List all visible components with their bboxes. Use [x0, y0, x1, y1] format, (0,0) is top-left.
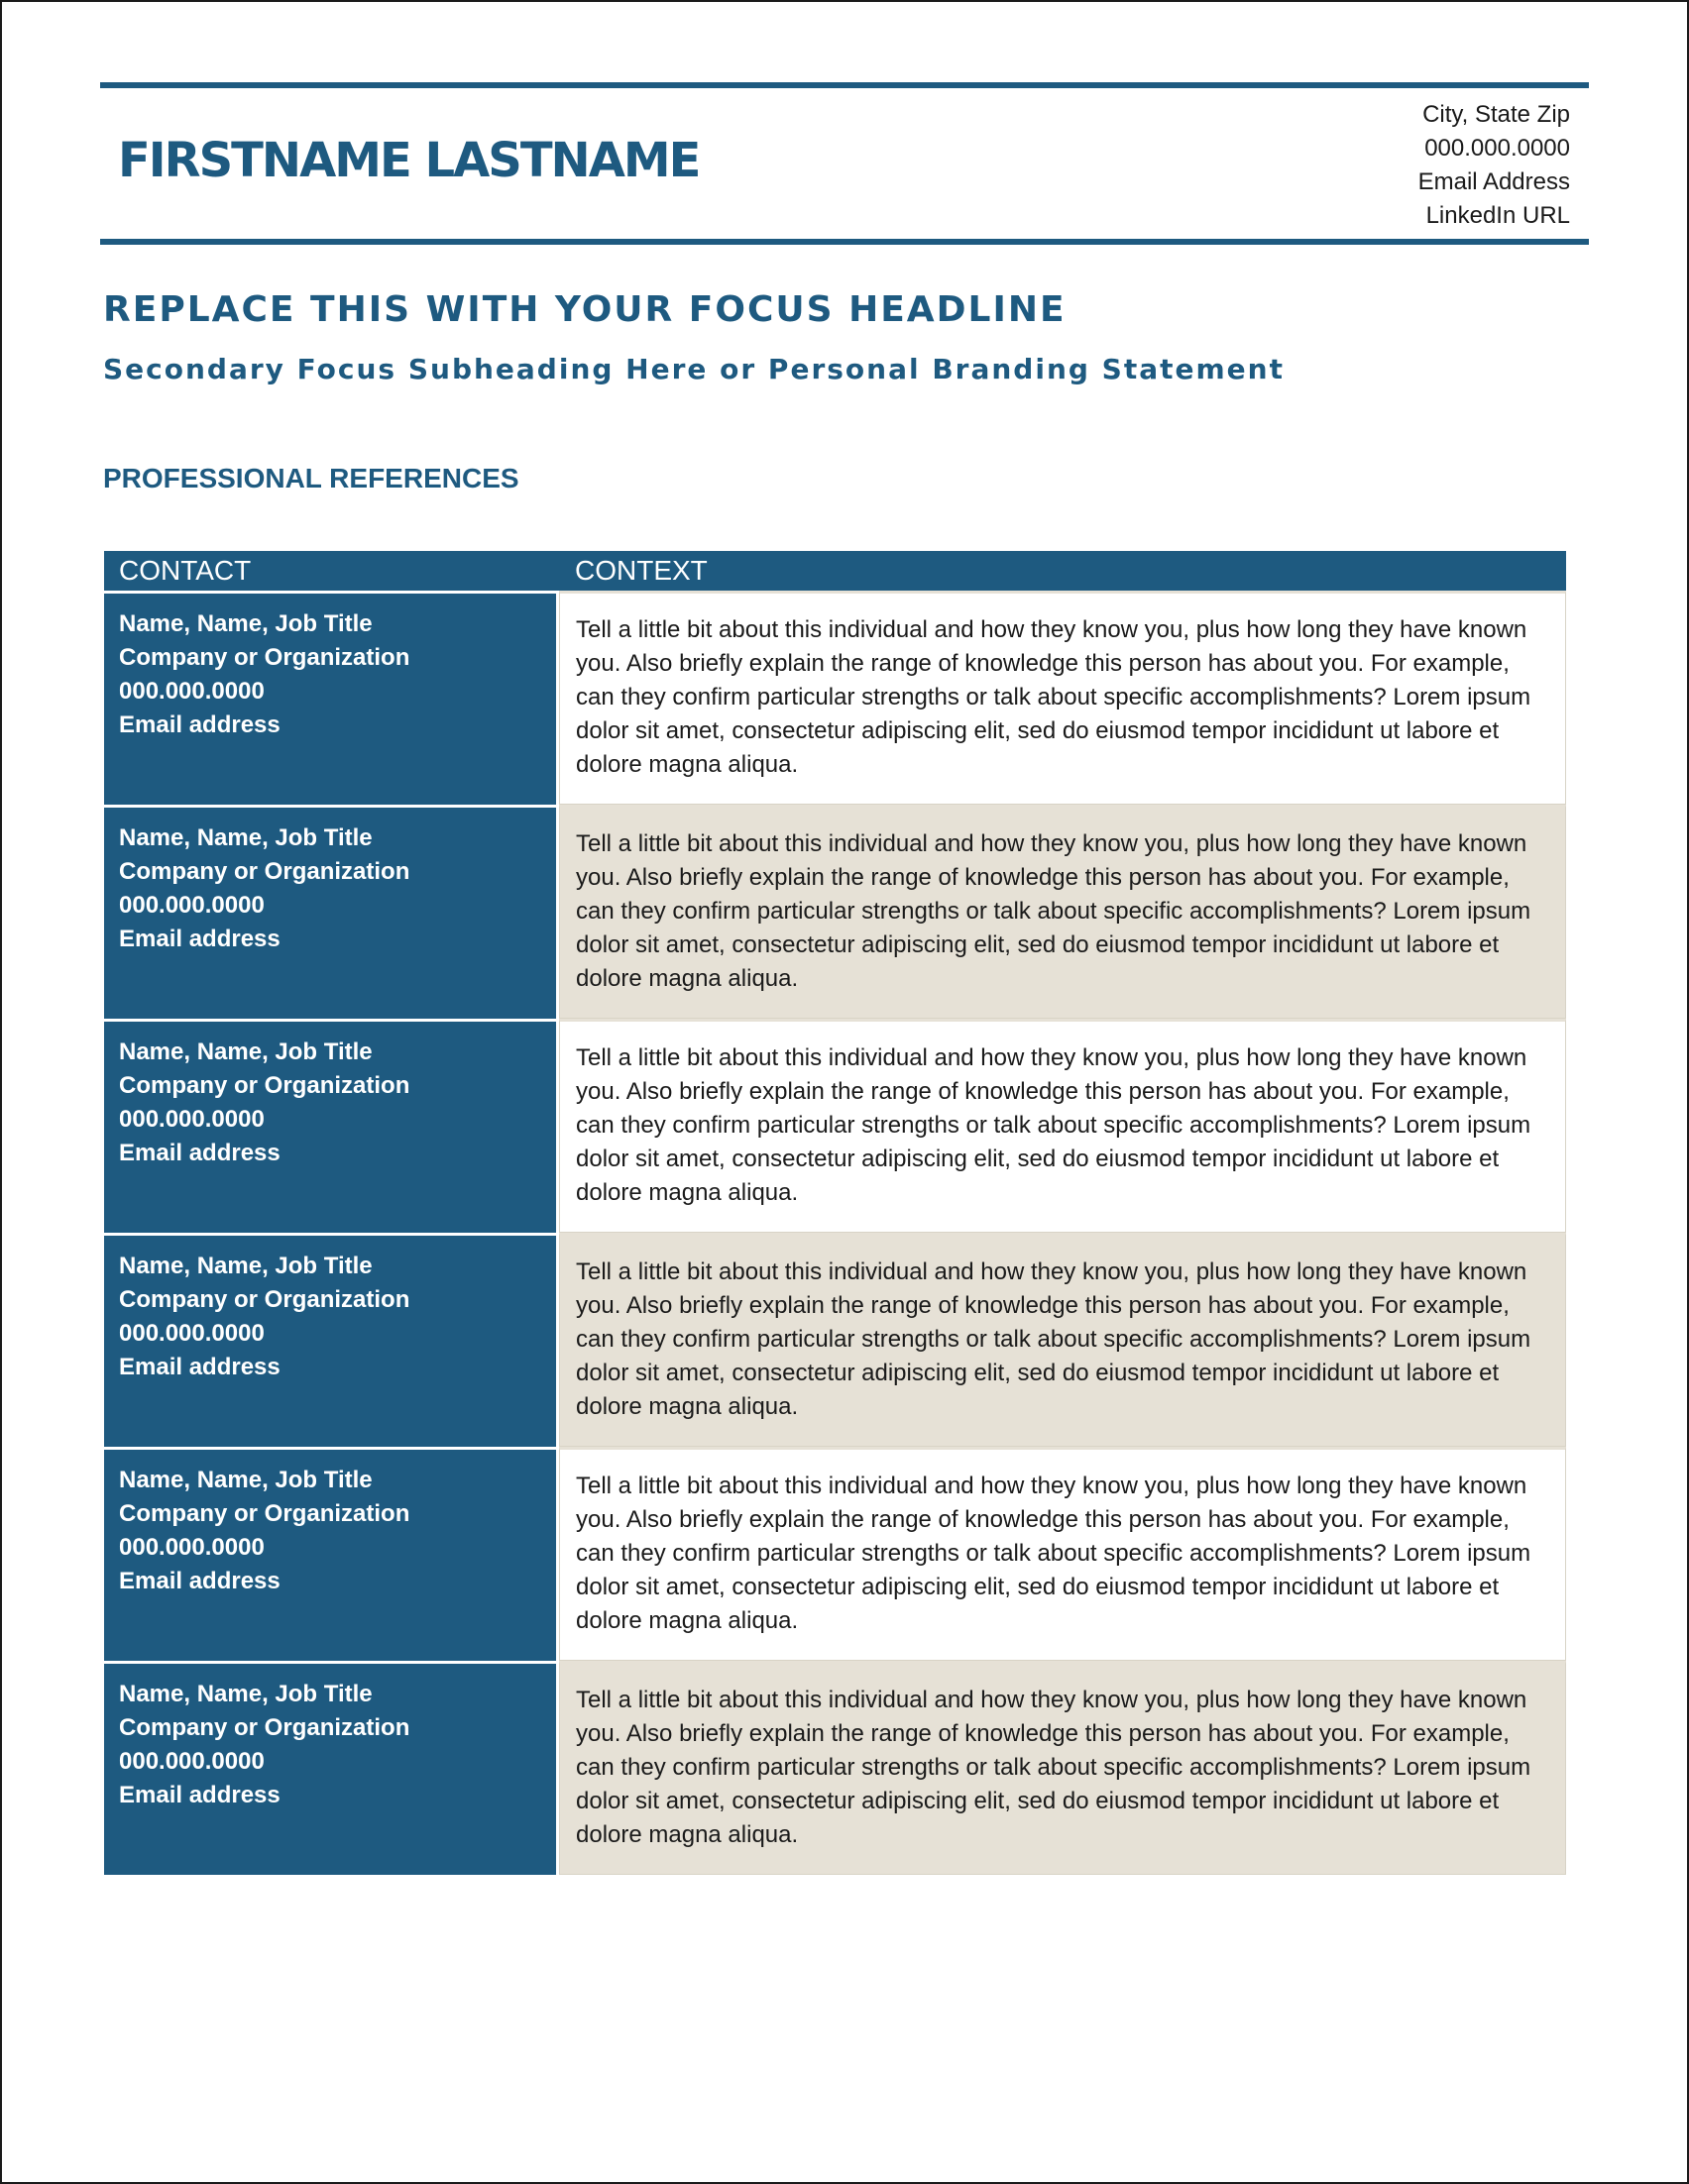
reference-organization: Company or Organization [119, 1286, 410, 1313]
phone-number: 000.000.0000 [1424, 135, 1570, 162]
reference-phone: 000.000.0000 [119, 1748, 265, 1775]
reference-name: Name, Name, Job Title [119, 1681, 373, 1707]
header-bottom-rule [100, 239, 1589, 245]
reference-contact-cell [104, 1661, 559, 1875]
reference-organization: Company or Organization [119, 858, 410, 885]
table-row [104, 1661, 1566, 1875]
reference-organization: Company or Organization [119, 1714, 410, 1741]
reference-context-cell: Tell a little bit about this individual and how they know you, plus how long they have known you. Also briefly explain the range of knowledge this person has about you. For example, can they confirm particular strengths or talk about specific accomplishments? Lorem ipsum dolor sit amet, consectetur adipiscing elit, sed do eiusmod tempor incididunt ut labore et dolore magna aliqua. [559, 1447, 1566, 1661]
reference-email: Email address [119, 1140, 281, 1166]
reference-name: Name, Name, Job Title [119, 1467, 373, 1493]
reference-phone: 000.000.0000 [119, 1320, 265, 1347]
reference-contact-cell [104, 1233, 559, 1447]
reference-email: Email address [119, 711, 281, 738]
reference-context-cell: Tell a little bit about this individual and how they know you, plus how long they have known you. Also briefly explain the range of knowledge this person has about you. For example, can they confirm particular strengths or talk about specific accomplishments? Lorem ipsum dolor sit amet, consectetur adipiscing elit, sed do eiusmod tempor incididunt ut labore et dolore magna aliqua. [559, 1233, 1566, 1447]
linkedin-url: LinkedIn URL [1425, 202, 1570, 229]
reference-contact-cell [104, 591, 559, 805]
table-header [104, 551, 1566, 591]
reference-phone: 000.000.0000 [119, 892, 265, 919]
focus-headline: REPLACE THIS WITH YOUR FOCUS HEADLINE [103, 289, 1067, 330]
table-row [104, 1447, 1566, 1661]
table-row [104, 1233, 1566, 1447]
column-header-context: CONTEXT [575, 555, 708, 586]
reference-name: Name, Name, Job Title [119, 610, 373, 637]
candidate-name: FIRSTNAME LASTNAME [118, 133, 700, 188]
section-title: PROFESSIONAL REFERENCES [103, 463, 519, 493]
email-address: Email Address [1417, 168, 1570, 195]
reference-context-cell: Tell a little bit about this individual and how they know you, plus how long they have known you. Also briefly explain the range of knowledge this person has about you. For example, can they confirm particular strengths or talk about specific accomplishments? Lorem ipsum dolor sit amet, consectetur adipiscing elit, sed do eiusmod tempor incididunt ut labore et dolore magna aliqua. [559, 805, 1566, 1019]
focus-subheading: Secondary Focus Subheading Here or Personal Branding Statement [103, 353, 1285, 385]
reference-organization: Company or Organization [119, 644, 410, 671]
reference-contact-cell [104, 1447, 559, 1661]
reference-phone: 000.000.0000 [119, 1106, 265, 1133]
reference-email: Email address [119, 926, 281, 952]
references-table [104, 551, 1566, 1875]
table-row [104, 1019, 1566, 1233]
reference-name: Name, Name, Job Title [119, 1253, 373, 1279]
reference-email: Email address [119, 1354, 281, 1380]
reference-context-cell: Tell a little bit about this individual and how they know you, plus how long they have known you. Also briefly explain the range of knowledge this person has about you. For example, can they confirm particular strengths or talk about specific accomplishments? Lorem ipsum dolor sit amet, consectetur adipiscing elit, sed do eiusmod tempor incididunt ut labore et dolore magna aliqua. [559, 1019, 1566, 1233]
reference-contact-cell [104, 805, 559, 1019]
table-row [104, 805, 1566, 1019]
reference-phone: 000.000.0000 [119, 1534, 265, 1561]
column-header-contact: CONTACT [119, 555, 252, 586]
reference-phone: 000.000.0000 [119, 678, 265, 705]
header-top-rule [100, 82, 1589, 88]
reference-name: Name, Name, Job Title [119, 1038, 373, 1065]
reference-email: Email address [119, 1782, 281, 1808]
contact-info [1418, 98, 1570, 233]
reference-organization: Company or Organization [119, 1072, 410, 1099]
reference-contact-cell [104, 1019, 559, 1233]
city-state-zip: City, State Zip [1422, 101, 1570, 128]
reference-email: Email address [119, 1568, 281, 1594]
reference-context-cell: Tell a little bit about this individual and how they know you, plus how long they have known you. Also briefly explain the range of knowledge this person has about you. For example, can they confirm particular strengths or talk about specific accomplishments? Lorem ipsum dolor sit amet, consectetur adipiscing elit, sed do eiusmod tempor incididunt ut labore et dolore magna aliqua. [559, 1661, 1566, 1875]
reference-context-cell: Tell a little bit about this individual and how they know you, plus how long they have known you. Also briefly explain the range of knowledge this person has about you. For example, can they confirm particular strengths or talk about specific accomplishments? Lorem ipsum dolor sit amet, consectetur adipiscing elit, sed do eiusmod tempor incididunt ut labore et dolore magna aliqua. [559, 591, 1566, 805]
reference-organization: Company or Organization [119, 1500, 410, 1527]
table-row [104, 591, 1566, 805]
reference-name: Name, Name, Job Title [119, 824, 373, 851]
